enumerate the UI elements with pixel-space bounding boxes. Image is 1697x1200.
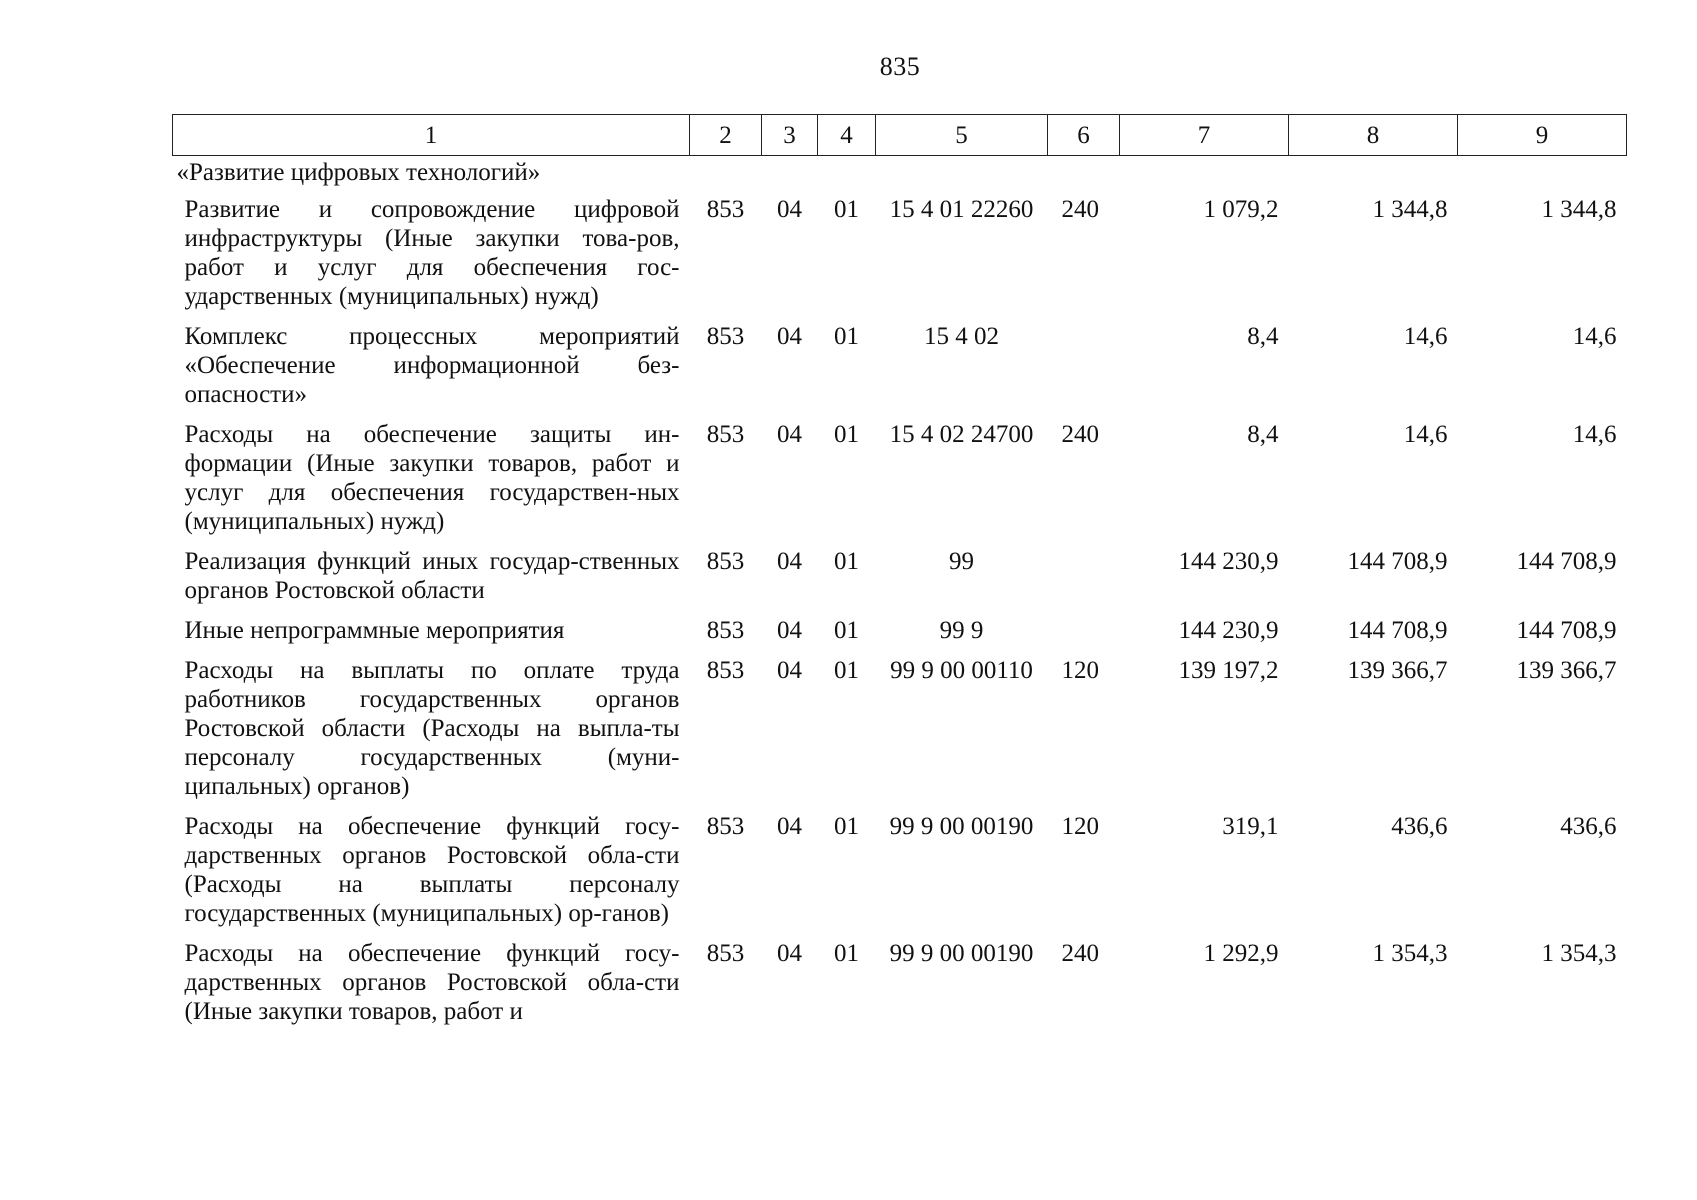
cell-subsection: 01 <box>834 323 859 350</box>
cell-target-article <box>876 156 1048 196</box>
row-name: «Развитие цифровых технологий» <box>176 159 541 186</box>
cell-amount-8: 144 708,9 <box>1347 548 1448 575</box>
header-col-3: 3 <box>762 115 818 156</box>
row-name: Расходы на обеспечение функций госу-дарственных органов Ростовской обла-сти (Иные закупки товаров, работ и <box>184 940 680 1025</box>
cell-expense-type <box>1048 616 1120 656</box>
cell-expense-type: 240 <box>1061 196 1099 223</box>
cell-section: 04 <box>777 617 802 644</box>
cell-expense-type: 240 <box>1061 940 1099 967</box>
cell-ministry: 853 <box>706 323 745 350</box>
cell-target-article: 15 4 01 22260 <box>889 196 1034 223</box>
cell-amount-9: 144 708,9 <box>1516 617 1617 644</box>
cell-target-article: 15 4 02 <box>924 323 999 350</box>
budget-table-container <box>172 114 1626 1037</box>
cell-amount-7: 8,4 <box>1247 323 1279 350</box>
cell-amount-8: 1 354,3 <box>1372 940 1448 967</box>
cell-section: 04 <box>777 421 802 448</box>
header-col-4: 4 <box>818 115 876 156</box>
budget-table <box>172 114 1627 1037</box>
header-col-9: 9 <box>1458 115 1627 156</box>
table-row <box>173 939 1627 1037</box>
row-name: Реализация функций иных государ-ственных органов Ростовской области <box>184 548 680 604</box>
header-col-5: 5 <box>876 115 1048 156</box>
cell-target-article: 99 9 00 00190 <box>889 813 1034 840</box>
cell-expense-type: 240 <box>1061 421 1099 448</box>
row-name: Иные непрограммные мероприятия <box>184 617 565 644</box>
table-row <box>173 195 1627 322</box>
row-name: Комплекс процессных мероприятий «Обеспечение информационной без-опасности» <box>184 323 680 408</box>
cell-subsection: 01 <box>834 940 859 967</box>
cell-target-article: 99 9 00 00110 <box>890 657 1033 684</box>
table-row <box>173 812 1627 939</box>
cell-ministry: 853 <box>706 940 745 967</box>
table-row <box>173 616 1627 656</box>
cell-section <box>762 156 818 196</box>
header-col-2: 2 <box>690 115 762 156</box>
cell-subsection: 01 <box>834 196 859 223</box>
cell-ministry: 853 <box>706 548 745 575</box>
cell-ministry: 853 <box>706 196 745 223</box>
cell-ministry: 853 <box>706 813 745 840</box>
header-col-1: 1 <box>173 115 690 156</box>
cell-section: 04 <box>777 813 802 840</box>
cell-amount-8: 144 708,9 <box>1347 617 1448 644</box>
row-name: Расходы на обеспечение функций госу-дарственных органов Ростовской обла-сти (Расходы на выплаты персоналу государственных (муниципальных) ор-ганов) <box>184 813 680 927</box>
cell-expense-type: 120 <box>1061 657 1099 684</box>
cell-amount-9: 144 708,9 <box>1516 548 1617 575</box>
cell-amount-9: 1 344,8 <box>1541 196 1617 223</box>
cell-target-article: 15 4 02 24700 <box>889 421 1034 448</box>
cell-amount-9: 436,6 <box>1560 813 1617 840</box>
cell-section: 04 <box>777 323 802 350</box>
cell-amount-8: 14,6 <box>1403 421 1448 448</box>
table-row <box>173 547 1627 616</box>
table-row <box>173 322 1627 420</box>
cell-expense-type <box>1048 547 1120 616</box>
cell-amount-7: 319,1 <box>1222 813 1279 840</box>
page-number: 835 <box>879 52 921 81</box>
cell-amount-8 <box>1289 156 1458 196</box>
cell-amount-8: 14,6 <box>1403 323 1448 350</box>
cell-amount-8: 436,6 <box>1391 813 1448 840</box>
cell-amount-7: 1 292,9 <box>1203 940 1279 967</box>
cell-ministry: 853 <box>706 617 745 644</box>
cell-expense-type <box>1048 156 1120 196</box>
cell-amount-9 <box>1458 156 1627 196</box>
table-header <box>173 115 1627 156</box>
cell-amount-7: 144 230,9 <box>1178 548 1279 575</box>
cell-amount-7: 139 197,2 <box>1178 657 1279 684</box>
cell-subsection: 01 <box>834 421 859 448</box>
cell-section: 04 <box>777 548 802 575</box>
table-row <box>173 420 1627 547</box>
cell-expense-type <box>1048 322 1120 420</box>
cell-section: 04 <box>777 657 802 684</box>
cell-amount-7 <box>1120 156 1289 196</box>
cell-target-article: 99 <box>949 548 974 575</box>
cell-amount-9: 14,6 <box>1572 421 1617 448</box>
cell-subsection <box>818 156 876 196</box>
header-col-7: 7 <box>1120 115 1289 156</box>
header-col-8: 8 <box>1289 115 1458 156</box>
cell-ministry: 853 <box>706 657 745 684</box>
cell-amount-9: 14,6 <box>1572 323 1617 350</box>
cell-target-article: 99 9 00 00190 <box>889 940 1034 967</box>
header-col-6: 6 <box>1048 115 1120 156</box>
table-row <box>173 156 1627 196</box>
cell-amount-8: 1 344,8 <box>1372 196 1448 223</box>
table-body <box>173 156 1627 1038</box>
table-row <box>173 656 1627 812</box>
cell-amount-9: 139 366,7 <box>1516 657 1617 684</box>
header-row <box>173 115 1627 156</box>
cell-subsection: 01 <box>834 617 859 644</box>
cell-expense-type: 120 <box>1061 813 1099 840</box>
cell-ministry: 853 <box>706 421 745 448</box>
cell-subsection: 01 <box>834 657 859 684</box>
cell-target-article: 99 9 <box>939 617 984 644</box>
cell-subsection: 01 <box>834 813 859 840</box>
row-name: Расходы на выплаты по оплате труда работников государственных органов Ростовской области (Расходы на выпла-ты персоналу государственных (муни-ципальных) органов) <box>184 657 680 800</box>
row-name: Расходы на обеспечение защиты ин-формации (Иные закупки товаров, работ и услуг для обеспечения государствен-ных (муниципальных) нужд) <box>184 421 680 535</box>
cell-amount-7: 8,4 <box>1247 421 1279 448</box>
cell-section: 04 <box>777 940 802 967</box>
cell-subsection: 01 <box>834 548 859 575</box>
cell-ministry <box>690 156 762 196</box>
cell-amount-9: 1 354,3 <box>1541 940 1617 967</box>
cell-section: 04 <box>777 196 802 223</box>
cell-amount-7: 1 079,2 <box>1203 196 1279 223</box>
cell-amount-7: 144 230,9 <box>1178 617 1279 644</box>
row-name: Развитие и сопровождение цифровой инфраструктуры (Иные закупки това-ров, работ и услуг для обеспечения гос-ударственных (муниципальных) нужд) <box>184 196 680 310</box>
cell-amount-8: 139 366,7 <box>1347 657 1448 684</box>
